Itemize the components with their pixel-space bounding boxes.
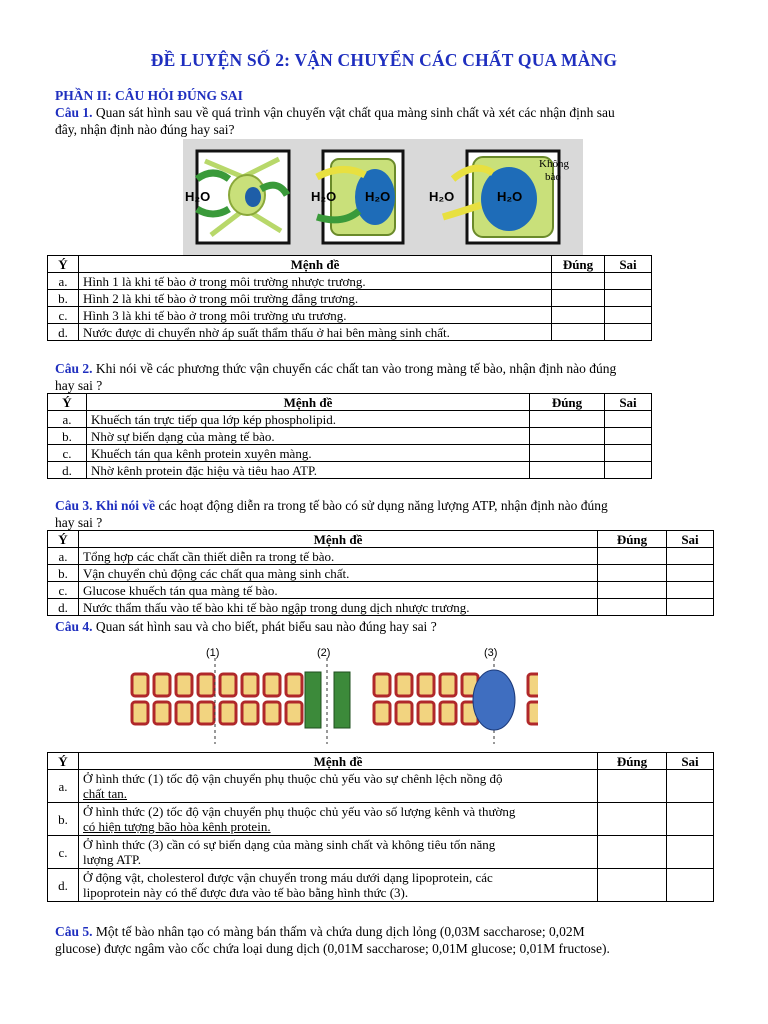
q1-table xyxy=(47,255,652,341)
h2o-label: H₂O xyxy=(365,189,391,204)
true-cell[interactable] xyxy=(598,869,667,902)
vacuole-label: bào xyxy=(545,171,561,183)
phospholipid-head xyxy=(132,674,148,696)
h2o-label: H₂O xyxy=(185,189,211,204)
phospholipid-head xyxy=(132,702,148,724)
membrane-figure xyxy=(118,640,538,748)
true-cell[interactable] xyxy=(552,307,605,324)
row-key: b. xyxy=(48,803,79,836)
true-cell[interactable] xyxy=(530,428,605,445)
question-label: Câu 2. xyxy=(55,361,93,376)
false-cell[interactable] xyxy=(605,428,652,445)
phospholipid-head xyxy=(396,702,412,724)
row-key: d. xyxy=(48,599,79,616)
table-row xyxy=(48,548,714,565)
phospholipid-head xyxy=(242,674,258,696)
true-cell[interactable] xyxy=(552,324,605,341)
question-text: Quan sát hình sau về quá trình vận chuyển vật chất qua màng sinh chất và xét các nhận định sau xyxy=(92,105,615,120)
table-row xyxy=(48,869,714,902)
question-label: Câu 1. xyxy=(55,105,93,120)
row-statement: Glucose khuếch tán qua màng tế bào. xyxy=(79,582,598,599)
phospholipid-head xyxy=(176,674,192,696)
row-statement: Nhờ sự biến dạng của màng tế bào. xyxy=(87,428,530,445)
header-false: Sai xyxy=(667,531,714,548)
true-cell[interactable] xyxy=(598,803,667,836)
row-key: b. xyxy=(48,290,79,307)
row-statement: Tổng hợp các chất cần thiết diễn ra trong tế bào. xyxy=(79,548,598,565)
table-row xyxy=(48,462,652,479)
table-row xyxy=(48,836,714,869)
phospholipid-head xyxy=(418,674,434,696)
row-statement: Nhờ kênh protein đặc hiệu và tiêu hao ATP. xyxy=(87,462,530,479)
carrier-protein xyxy=(473,670,515,730)
table-row xyxy=(48,582,714,599)
false-cell[interactable] xyxy=(667,565,714,582)
true-cell[interactable] xyxy=(552,290,605,307)
table-row xyxy=(48,273,652,290)
phospholipid-head xyxy=(242,702,258,724)
phospholipid-head xyxy=(374,674,390,696)
false-cell[interactable] xyxy=(667,599,714,616)
false-cell[interactable] xyxy=(605,445,652,462)
row-key: c. xyxy=(48,582,79,599)
row-statement: Khuếch tán qua kênh protein xuyên màng. xyxy=(87,445,530,462)
row-statement-line: chất tan. xyxy=(83,786,128,801)
header-y: Ý xyxy=(48,256,79,273)
row-key: b. xyxy=(48,565,79,582)
page-title: ĐỀ LUYỆN SỐ 2: VẬN CHUYỂN CÁC CHẤT QUA MÀNG xyxy=(150,50,618,70)
header-false: Sai xyxy=(605,256,652,273)
true-cell[interactable] xyxy=(598,836,667,869)
question-1 xyxy=(55,105,715,138)
phospholipid-head xyxy=(264,702,280,724)
question-2 xyxy=(55,361,715,394)
question-label: Câu 3. Khi nói về xyxy=(55,498,156,513)
header-true: Đúng xyxy=(598,531,667,548)
phospholipid-head xyxy=(440,702,456,724)
row-statement xyxy=(79,836,598,869)
table-row xyxy=(48,445,652,462)
question-4 xyxy=(55,619,715,636)
false-cell[interactable] xyxy=(605,290,652,307)
phospholipid-head xyxy=(528,702,538,724)
phospholipid-head xyxy=(220,702,236,724)
question-text: Khi nói về các phương thức vận chuyển các chất tan vào trong màng tế bào, nhận định nào đúng xyxy=(92,361,617,376)
row-statement: Hình 3 là khi tế bào ở trong môi trường ưu trương. xyxy=(79,307,552,324)
phospholipid-head xyxy=(374,702,390,724)
header-statement: Mệnh đề xyxy=(79,753,598,770)
row-key: d. xyxy=(48,462,87,479)
row-statement xyxy=(79,803,598,836)
table-row xyxy=(48,324,652,341)
true-cell[interactable] xyxy=(552,273,605,290)
false-cell[interactable] xyxy=(667,770,714,803)
row-key: c. xyxy=(48,307,79,324)
true-cell[interactable] xyxy=(530,445,605,462)
header-false: Sai xyxy=(667,753,714,770)
question-label: Câu 5. xyxy=(55,924,93,939)
figure-label-3: (3) xyxy=(484,647,498,659)
q3-table xyxy=(47,530,714,616)
true-cell[interactable] xyxy=(598,770,667,803)
row-key: a. xyxy=(48,770,79,803)
true-cell[interactable] xyxy=(530,411,605,428)
header-statement: Mệnh đề xyxy=(87,394,530,411)
row-key: a. xyxy=(48,273,79,290)
row-key: d. xyxy=(48,324,79,341)
table-row xyxy=(48,307,652,324)
osmosis-figure xyxy=(183,139,583,255)
true-cell[interactable] xyxy=(598,582,667,599)
table-row xyxy=(48,565,714,582)
header-y: Ý xyxy=(48,531,79,548)
row-statement-line: có hiện tượng bão hòa kênh protein. xyxy=(83,819,271,834)
row-statement-line: Ở động vật, cholesterol được vận chuyển trong máu dưới dạng lipoprotein, các xyxy=(83,870,493,885)
false-cell[interactable] xyxy=(667,582,714,599)
false-cell[interactable] xyxy=(605,411,652,428)
question-text: hay sai ? xyxy=(55,377,103,393)
h2o-label: H₂O xyxy=(429,189,455,204)
channel-protein xyxy=(305,672,321,728)
false-cell[interactable] xyxy=(667,869,714,902)
cell-2 xyxy=(311,151,403,243)
header-y: Ý xyxy=(48,753,79,770)
true-cell[interactable] xyxy=(598,565,667,582)
q2-table xyxy=(47,393,652,479)
row-statement-line: lipoprotein này có thể được đưa vào tế bào bằng hình thức (3). xyxy=(83,885,409,900)
phospholipid-head xyxy=(286,674,302,696)
row-statement xyxy=(79,770,598,803)
phospholipid-head xyxy=(264,674,280,696)
row-statement-line: Ở hình thức (1) tốc độ vận chuyển phụ thuộc chủ yếu vào sự chênh lệch nồng độ xyxy=(83,771,503,786)
header-statement: Mệnh đề xyxy=(79,531,598,548)
table-row xyxy=(48,411,652,428)
channel-protein xyxy=(334,672,350,728)
phospholipid-head xyxy=(154,702,170,724)
phospholipid-head xyxy=(286,702,302,724)
row-key: a. xyxy=(48,548,79,565)
false-cell[interactable] xyxy=(605,307,652,324)
phospholipid-head xyxy=(220,674,236,696)
h2o-label: H₂O xyxy=(311,189,337,204)
cell-1 xyxy=(185,151,289,243)
phospholipid-head xyxy=(396,674,412,696)
row-statement xyxy=(79,869,598,902)
table-row xyxy=(48,599,714,616)
row-statement: Nước được di chuyển nhờ áp suất thẩm thấu ở hai bên màng sinh chất. xyxy=(79,324,552,341)
header-false: Sai xyxy=(605,394,652,411)
row-key: a. xyxy=(48,411,87,428)
row-key: d. xyxy=(48,869,79,902)
row-statement: Khuếch tán trực tiếp qua lớp kép phospholipid. xyxy=(87,411,530,428)
question-text: đây, nhận định nào đúng hay sai? xyxy=(55,121,235,137)
row-key: c. xyxy=(48,836,79,869)
phospholipid-head xyxy=(176,702,192,724)
false-cell[interactable] xyxy=(605,462,652,479)
vacuole-label: Không xyxy=(539,158,569,170)
false-cell[interactable] xyxy=(667,548,714,565)
false-cell[interactable] xyxy=(605,324,652,341)
question-text: Quan sát hình sau và cho biết, phát biểu sau nào đúng hay sai ? xyxy=(92,619,437,634)
table-row xyxy=(48,428,652,445)
question-label: Câu 4. xyxy=(55,619,93,634)
false-cell[interactable] xyxy=(605,273,652,290)
table-row xyxy=(48,770,714,803)
table-row xyxy=(48,803,714,836)
header-true: Đúng xyxy=(530,394,605,411)
question-5 xyxy=(55,924,715,957)
row-statement: Vận chuyển chủ động các chất qua màng sinh chất. xyxy=(79,565,598,582)
true-cell[interactable] xyxy=(598,548,667,565)
header-true: Đúng xyxy=(598,753,667,770)
row-key: c. xyxy=(48,445,87,462)
row-statement: Hình 2 là khi tế bào ở trong môi trường đẳng trương. xyxy=(79,290,552,307)
row-statement-line: Ở hình thức (2) tốc độ vận chuyển phụ thuộc chủ yếu vào số lượng kênh và thường xyxy=(83,804,516,819)
phospholipid-head xyxy=(198,674,214,696)
phospholipid-head xyxy=(198,702,214,724)
false-cell[interactable] xyxy=(667,803,714,836)
true-cell[interactable] xyxy=(530,462,605,479)
q4-table xyxy=(47,752,714,902)
question-text: Một tế bào nhân tạo có màng bán thấm và chứa dung dịch lỏng (0,03M saccharose; 0,02M xyxy=(92,924,585,939)
question-3 xyxy=(55,498,715,531)
row-statement-line: Ở hình thức (3) cần có sự biến dạng của màng sinh chất và không tiêu tốn năng xyxy=(83,837,496,852)
question-text: các hoạt động diễn ra trong tế bào có sử dụng năng lượng ATP, nhận định nào đúng xyxy=(155,498,608,513)
part-heading: PHẦN II: CÂU HỎI ĐÚNG SAI xyxy=(55,88,243,103)
row-statement: Hình 1 là khi tế bào ở trong môi trường nhược trương. xyxy=(79,273,552,290)
row-statement-line: lượng ATP. xyxy=(83,852,141,867)
header-true: Đúng xyxy=(552,256,605,273)
h2o-label: H₂O xyxy=(497,189,523,204)
figure-label-2: (2) xyxy=(317,647,331,659)
question-text: hay sai ? xyxy=(55,514,103,530)
header-y: Ý xyxy=(48,394,87,411)
header-statement: Mệnh đề xyxy=(79,256,552,273)
row-statement: Nước thẩm thấu vào tế bào khi tế bào ngập trong dung dịch nhược trương. xyxy=(79,599,598,616)
false-cell[interactable] xyxy=(667,836,714,869)
phospholipid-head xyxy=(440,674,456,696)
figure-label-1: (1) xyxy=(206,647,220,659)
row-key: b. xyxy=(48,428,87,445)
phospholipid-head xyxy=(418,702,434,724)
phospholipid-head xyxy=(154,674,170,696)
true-cell[interactable] xyxy=(598,599,667,616)
question-text: glucose) được ngâm vào cốc chứa loại dung dịch (0,01M saccharose; 0,01M glucose; 0,01M fructose). xyxy=(55,940,610,956)
table-row xyxy=(48,290,652,307)
phospholipid-head xyxy=(528,674,538,696)
